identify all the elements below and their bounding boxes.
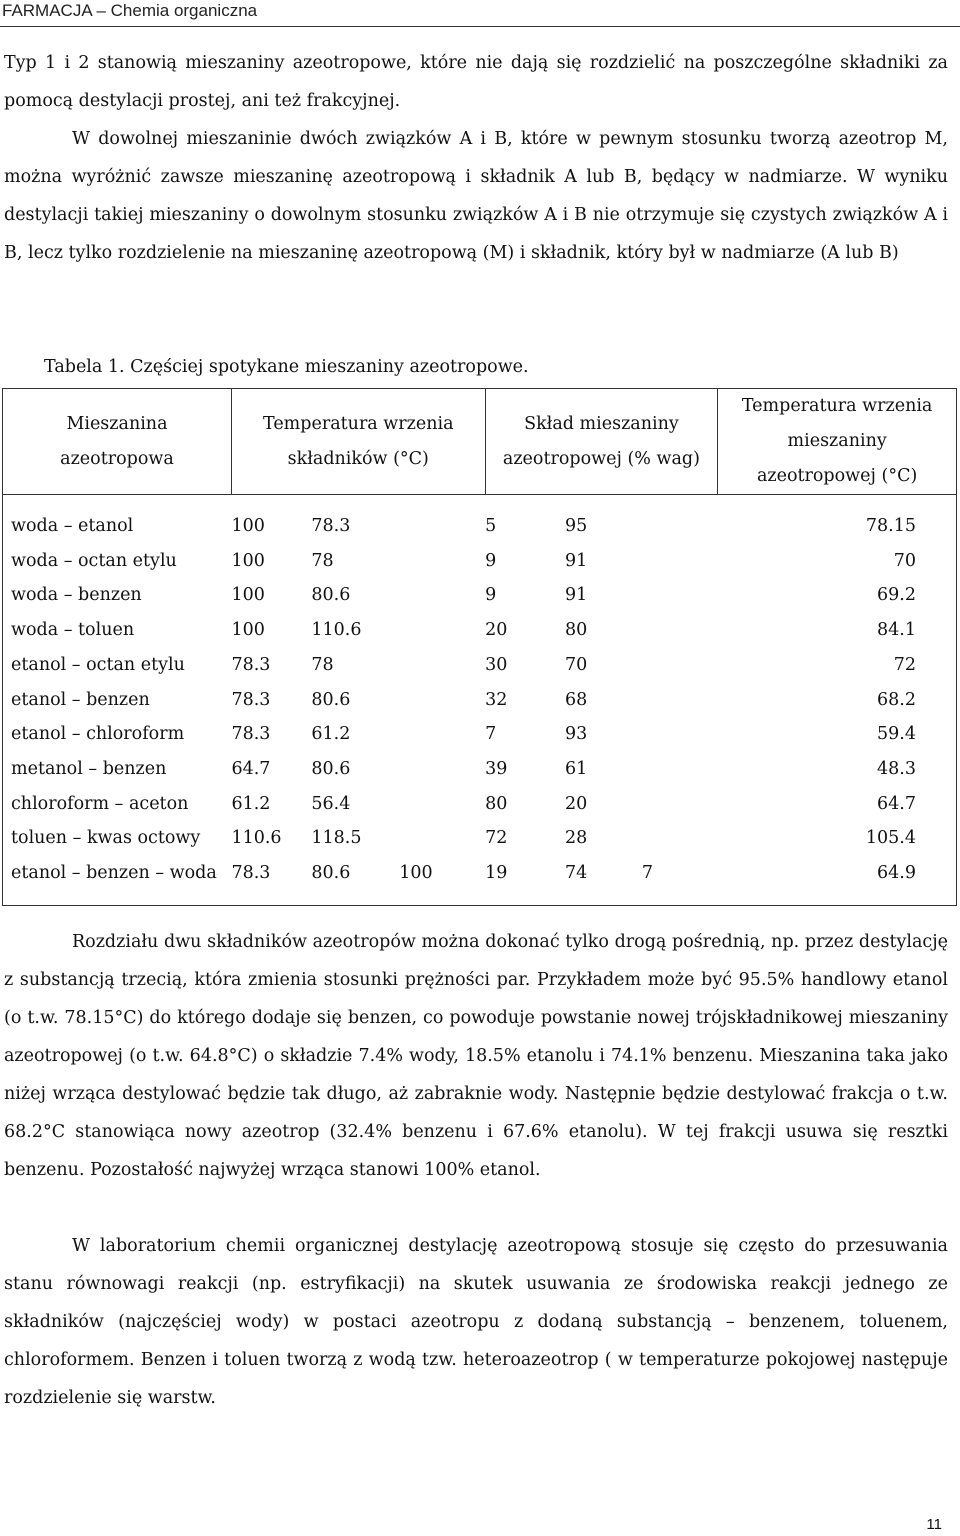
table-cell-name: woda – octan etylu xyxy=(11,550,177,571)
table-cell-t2: 78 xyxy=(311,654,334,675)
table-cell-tm: 78.15 xyxy=(865,516,916,536)
page-number: 11 xyxy=(926,1516,942,1533)
table-cell-t3 xyxy=(399,787,485,822)
lab-paragraph xyxy=(4,1227,948,1417)
table-cell-s3: 7 xyxy=(641,863,654,884)
table-cell-s3 xyxy=(642,613,718,648)
table-cell-s1: 9 xyxy=(485,550,497,571)
table-cell-t1: 64.7 xyxy=(231,758,271,779)
table-cell-name: etanol – octan etylu xyxy=(11,654,185,675)
table-cell-tm: 64.7 xyxy=(877,793,916,814)
table-cell-s2: 91 xyxy=(564,550,588,571)
table-cell-t3 xyxy=(399,683,485,718)
running-header: FARMACJA – Chemia organiczna xyxy=(2,1,258,20)
table-cell-name: metanol – benzen xyxy=(11,758,167,779)
table-cell-t1: 100 xyxy=(231,516,265,536)
table-cell-tm: 69.2 xyxy=(877,585,916,606)
table-cell-t2: 78.3 xyxy=(311,516,351,536)
header-divider xyxy=(0,26,960,27)
table-cell-t1: 100 xyxy=(231,620,265,641)
table-cell-s1: 5 xyxy=(485,516,497,536)
table-cell-t1: 78.3 xyxy=(231,724,271,745)
table-body xyxy=(3,495,957,906)
table-cell-t2: 110.6 xyxy=(311,620,362,641)
table-cell-s1: 30 xyxy=(485,654,508,675)
table-cell-t1: 100 xyxy=(231,550,265,571)
table-cell-s1: 9 xyxy=(485,585,497,606)
table-cell-s3 xyxy=(642,787,718,822)
table-cell-s2: 70 xyxy=(564,654,588,675)
table-cell-t3 xyxy=(399,613,485,648)
separation-text: Rozdziału dwu składników azeotropów można dokonać tylko drogą pośrednią, np. przez destylację z substancją trzecią, która zmienia stosunki prężności par. Przykładem może być 95.5% handlowy etanol (o t.w. 78.15°C) do którego dodaje się benzen, co powoduje powstanie nowej trójskładnikowej mieszaniny azeotropowej (o t.w. 64.8°C) o składzie 7.4% wody, 18.5% etanolu i 74.1% benzenu. Mieszanina taka jako niżej wrząca destylować będzie tak długo, aż zabraknie wody. Następnie będzie destylować frakcja o t.w. 68.2°C stanowiąca nowy azeotrop (32.4% benzenu i 67.6% etanolu). W tej frakcji usuwa się resztki benzenu. Pozostałość najwyżej wrząca stanowi 100% etanol. xyxy=(4,932,948,1180)
table-cell-s3 xyxy=(642,683,718,718)
table-cell-s1: 19 xyxy=(485,863,508,884)
table-cell-tm: 59.4 xyxy=(877,724,916,745)
table-cell-s3 xyxy=(642,648,718,683)
table-cell-t3 xyxy=(399,509,485,544)
table-row xyxy=(3,648,957,683)
table-row xyxy=(3,578,957,613)
azeotrope-table xyxy=(2,388,957,906)
table-cell-t2: 56.4 xyxy=(311,793,351,814)
table-cell-t3 xyxy=(399,752,485,787)
table-cell-s3 xyxy=(642,509,718,544)
table-cell-t1: 110.6 xyxy=(231,828,282,849)
table-cell-s1: 32 xyxy=(485,689,508,710)
table-cell-t3 xyxy=(399,821,485,856)
table-cell-t3: 100 xyxy=(399,863,433,884)
table-cell-t1: 100 xyxy=(231,585,265,606)
table-cell-t2: 61.2 xyxy=(311,724,351,745)
table-cell-t2: 80.6 xyxy=(311,585,351,606)
intro-text-1: Typ 1 i 2 stanowią mieszaniny azeotropowe, które nie dają się rozdzielić na poszczególne składniki za pomocą destylacji prostej, ani też frakcyjnej. xyxy=(4,53,948,111)
separation-paragraph xyxy=(4,923,948,1189)
header-composition: Skład mieszaniny azeotropowej (% wag) xyxy=(485,389,718,495)
table-cell-s1: 7 xyxy=(485,724,497,745)
intro-paragraph xyxy=(4,44,948,272)
table-cell-tm: 68.2 xyxy=(877,689,916,710)
table-cell-name: etanol – benzen – woda xyxy=(11,863,217,884)
table-row xyxy=(3,613,957,648)
table-cell-s2: 91 xyxy=(564,585,588,606)
table-row xyxy=(3,717,957,752)
table-cell-s3 xyxy=(642,821,718,856)
table-cell-s2: 68 xyxy=(564,689,588,710)
table-cell-name: toluen – kwas octowy xyxy=(11,828,201,849)
table-cell-s1: 20 xyxy=(485,620,508,641)
table-cell-t2: 80.6 xyxy=(311,689,351,710)
table-cell-s3 xyxy=(642,544,718,579)
table-cell-tm: 84.1 xyxy=(877,620,916,641)
table-row xyxy=(3,509,957,544)
table-cell-tm: 72 xyxy=(893,654,916,675)
table-cell-s1: 72 xyxy=(485,828,508,849)
table-cell-s2: 95 xyxy=(564,516,588,536)
table-row xyxy=(3,787,957,822)
lab-text: W laboratorium chemii organicznej destylację azeotropową stosuje się często do przesuwania stanu równowagi reakcji (np. estryfikacji) na skutek usuwania ze środowiska reakcji jednego ze składników (najczęściej wody) w postaci azeotropu z dodaną substancją – benzenem, toluenem, chloroformem. Benzen i toluen tworzą z wodą tzw. heteroazeotrop ( w temperaturze pokojowej następuje rozdzielenie się warstw. xyxy=(4,1236,948,1408)
table-cell-s3 xyxy=(642,578,718,613)
table-row xyxy=(3,856,957,905)
table-cell-t3 xyxy=(399,578,485,613)
table-cell-t3 xyxy=(399,648,485,683)
table-cell-name: woda – etanol xyxy=(11,516,134,536)
table-cell-t1: 78.3 xyxy=(231,654,271,675)
table-cell-s2: 28 xyxy=(564,828,588,849)
table-caption: Tabela 1. Częściej spotykane mieszaniny azeotropowe. xyxy=(44,357,529,377)
table-cell-s2: 80 xyxy=(564,620,588,641)
table-cell-tm: 70 xyxy=(893,550,916,571)
table-cell-tm: 105.4 xyxy=(865,828,916,849)
table-row xyxy=(3,821,957,856)
table-cell-name: chloroform – aceton xyxy=(11,793,189,814)
table-cell-tm: 64.9 xyxy=(877,863,916,884)
table-cell-t1: 78.3 xyxy=(231,863,271,884)
intro-text-2: W dowolnej mieszaninie dwóch związków A i B, które w pewnym stosunku tworzą azeotrop M, można wyróżnić zawsze mieszaninę azeotropową i składnik A lub B, będący w nadmiarze. W wyniku destylacji takiej mieszaniny o dowolnym stosunku związków A i B nie otrzymuje się czystych związków A i B, lecz tylko rozdzielenie na mieszaninę azeotropową (M) i składnik, który był w nadmiarze (A lub B) xyxy=(4,129,948,263)
table-cell-name: woda – toluen xyxy=(11,620,135,641)
table-cell-s3 xyxy=(642,717,718,752)
table-cell-s3 xyxy=(642,752,718,787)
table-cell-t2: 80.6 xyxy=(311,863,351,884)
table-cell-t1: 61.2 xyxy=(231,793,271,814)
table-cell-tm: 48.3 xyxy=(877,758,916,779)
table-cell-t1: 78.3 xyxy=(231,689,271,710)
table-cell-s2: 20 xyxy=(564,793,588,814)
header-mixture: Mieszanina azeotropowa xyxy=(3,389,232,495)
table-cell-t3 xyxy=(399,717,485,752)
table-cell-name: etanol – benzen xyxy=(11,689,150,710)
table-cell-name: woda – benzen xyxy=(11,585,142,606)
table-cell-s2: 93 xyxy=(564,724,588,745)
table-cell-t3 xyxy=(399,544,485,579)
table-cell-t2: 80.6 xyxy=(311,758,351,779)
table-cell-s1: 80 xyxy=(485,793,508,814)
table-cell-s2: 61 xyxy=(564,758,588,779)
table-row xyxy=(3,683,957,718)
table-cell-s2: 74 xyxy=(564,863,588,884)
table-row xyxy=(3,544,957,579)
table-cell-t2: 118.5 xyxy=(311,828,362,849)
header-azeotrope-bp: Temperatura wrzenia mieszaniny azeotropowej (°C) xyxy=(718,389,957,495)
table-cell-t2: 78 xyxy=(311,550,334,571)
header-component-bp: Temperatura wrzenia składników (°C) xyxy=(231,389,485,495)
table-cell-name: etanol – chloroform xyxy=(11,724,185,745)
table-cell-s1: 39 xyxy=(485,758,508,779)
table-row xyxy=(3,752,957,787)
